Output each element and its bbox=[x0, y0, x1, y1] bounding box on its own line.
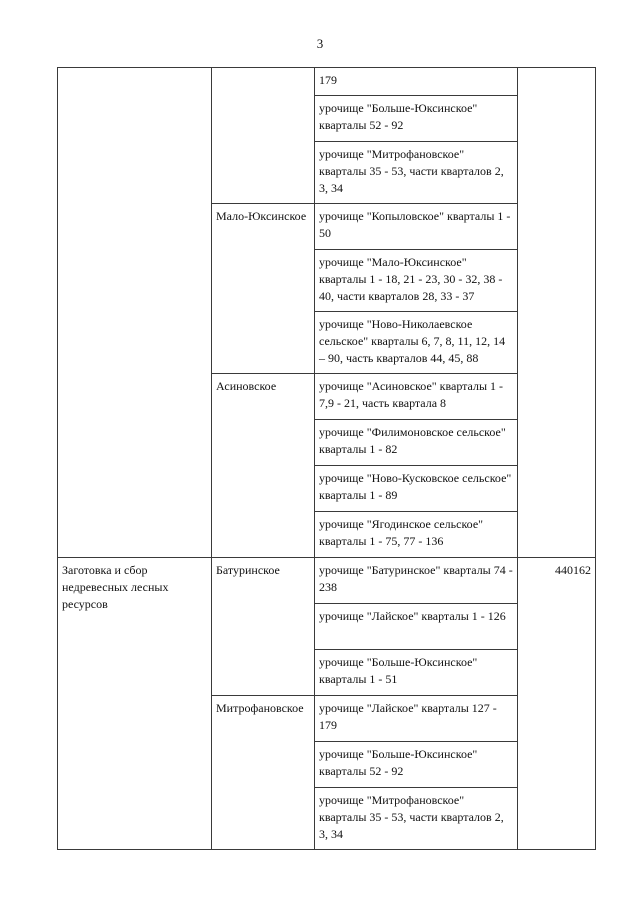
tract-cell: урочище "Копыловское" кварталы 1 - 50 bbox=[315, 204, 518, 250]
tract-cell: урочище "Ново-Кусковское сельское" кварталы 1 - 89 bbox=[315, 466, 518, 512]
table-row bbox=[58, 558, 596, 604]
forestry-cell: Батуринское bbox=[212, 558, 315, 696]
tract-cell: урочище "Лайское" кварталы 1 - 126 bbox=[315, 604, 518, 650]
area-cell bbox=[518, 68, 596, 558]
activity-cell: Заготовка и сбор недревесных лесных ресурсов bbox=[58, 558, 212, 850]
tract-cell: урочище "Мало-Юксинское" кварталы 1 - 18, 21 - 23, 30 - 32, 38 - 40, части кварталов 28, 33 - 37 bbox=[315, 250, 518, 312]
tract-cell: 179 bbox=[315, 68, 518, 96]
tract-cell: урочище "Больше-Юксинское" кварталы 52 - 92 bbox=[315, 742, 518, 788]
tract-cell: урочище "Батуринское" кварталы 74 - 238 bbox=[315, 558, 518, 604]
tract-cell: урочище "Митрофановское" кварталы 35 - 53, части кварталов 2, 3, 34 bbox=[315, 142, 518, 204]
tract-cell: урочище "Митрофановское" кварталы 35 - 53, части кварталов 2, 3, 34 bbox=[315, 788, 518, 850]
tract-cell: урочище "Ново-Николаевское сельское" кварталы 6, 7, 8, 11, 12, 14 – 90, часть кварталов 44, 45, 88 bbox=[315, 312, 518, 374]
forestry-cell: Митрофановское bbox=[212, 696, 315, 850]
forestry-cell: Асиновское bbox=[212, 374, 315, 558]
tract-cell: урочище "Больше-Юксинское" кварталы 1 - 51 bbox=[315, 650, 518, 696]
tract-cell: урочище "Лайское" кварталы 127 - 179 bbox=[315, 696, 518, 742]
page-number: 3 bbox=[316, 36, 324, 51]
tract-cell: урочище "Асиновское" кварталы 1 - 7,9 - 21, часть квартала 8 bbox=[315, 374, 518, 420]
activity-cell bbox=[58, 68, 212, 558]
forestry-table bbox=[57, 67, 596, 850]
tract-cell: урочище "Филимоновское сельское" кварталы 1 - 82 bbox=[315, 420, 518, 466]
area-cell: 440162 bbox=[518, 558, 596, 850]
table-row bbox=[58, 68, 596, 96]
forestry-cell bbox=[212, 68, 315, 204]
tract-cell: урочище "Больше-Юксинское" кварталы 52 - 92 bbox=[315, 96, 518, 142]
tract-cell: урочище "Ягодинское сельское" кварталы 1 - 75, 77 - 136 bbox=[315, 512, 518, 558]
table-body bbox=[58, 68, 596, 850]
forestry-cell: Мало-Юксинское bbox=[212, 204, 315, 374]
